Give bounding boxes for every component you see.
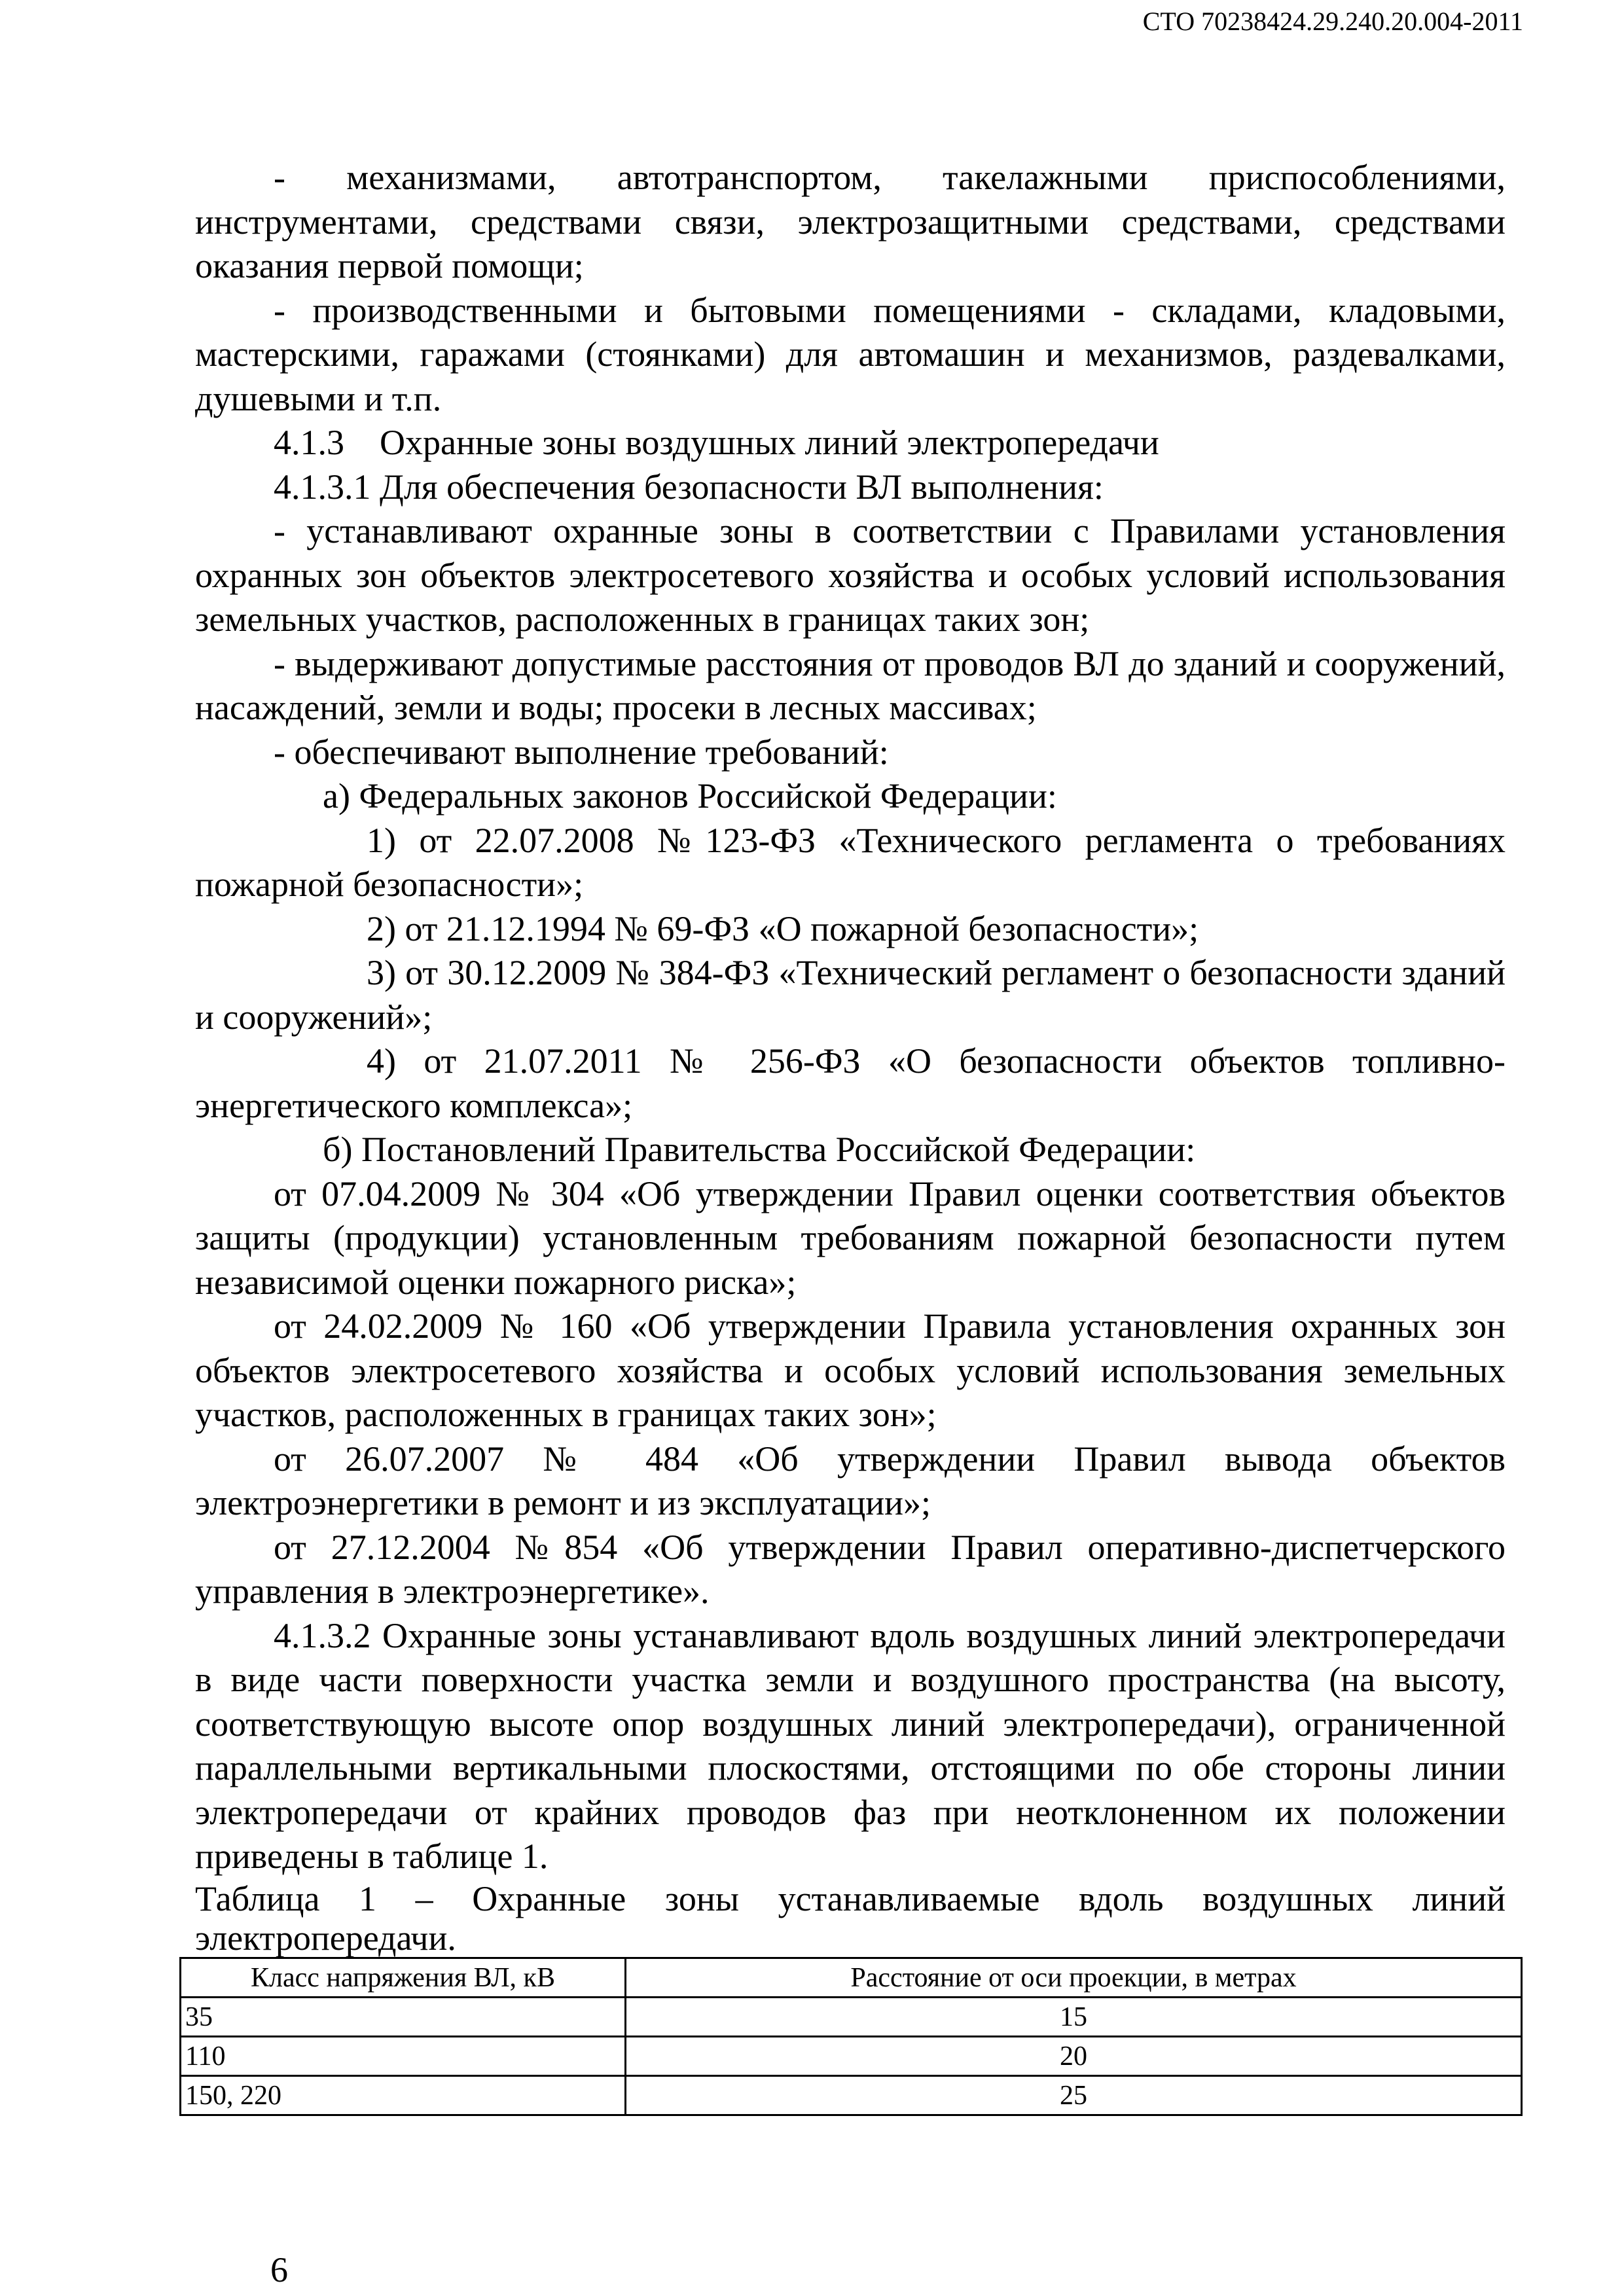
list-item-distances: - выдерживают допустимые расстояния от проводов ВЛ до зданий и сооружений, насаждений, земли и воды; просеки в лесных массивах;	[195, 643, 1506, 727]
list-item-requirements: - обеспечивают выполнение требований:	[274, 732, 889, 772]
document-body	[195, 156, 1506, 1958]
table-header-row	[181, 1958, 1522, 1998]
decree-item-484: от 26.07.2007 № 484 «Об утверждении Правил вывода объектов электроэнергетики в ремонт и из эксплуатации»;	[195, 1439, 1506, 1522]
table-row	[181, 1998, 1522, 2037]
section-heading-4-1-3: 4.1.3 Охранные зоны воздушных линий электропередачи	[274, 423, 1159, 462]
table-cell-distance: 25	[626, 2076, 1522, 2115]
clause-4-1-3-2: 4.1.3.2 Охранные зоны устанавливают вдоль воздушных линий электропередачи в виде части поверхности участка земли и воздушного пространства (на высоту, соответствующую высоте опор воздушных линий электропередачи), ограниченной параллельными вертикальными плоскостями, отстоящими по обе стороны линии электропередачи от крайних проводов фаз при неотклоненном их положении приведены в таблице 1.	[195, 1615, 1506, 1876]
table-cell-voltage: 35	[181, 1998, 626, 2037]
decree-item-854: от 27.12.2004 №854 «Об утверждении Правил оперативно-диспетчерского управления в электроэнергетике».	[195, 1527, 1506, 1611]
table-cell-voltage: 110	[181, 2037, 626, 2076]
table-caption: Таблица 1 – Охранные зоны устанавливаемые вдоль воздушных линий электропередачи.	[195, 1878, 1506, 1958]
list-item-protection-zones: - устанавливают охранные зоны в соответствии с Правилами установления охранных зон объектов электросетевого хозяйства и особых условий использования земельных участков, расположенных в границах таких зон;	[195, 511, 1506, 639]
table-row	[181, 2037, 1522, 2076]
document-code: СТО 70238424.29.240.20.004-2011	[1142, 7, 1523, 36]
table-row	[181, 2076, 1522, 2115]
protection-zones-table	[179, 1957, 1523, 2116]
law-item-4: 4) от 21.07.2011 № 256-ФЗ «О безопасности объектов топливно-энергетического комплекса»;	[195, 1041, 1506, 1125]
table-cell-distance: 20	[626, 2037, 1522, 2076]
law-item-2: 2) от 21.12.1994 № 69-ФЗ «О пожарной безопасности»;	[367, 908, 1199, 948]
table-cell-distance: 15	[626, 1998, 1522, 2037]
decree-item-304: от 07.04.2009 № 304 «Об утверждении Правил оценки соответствия объектов защиты (продукции) установленным требованиям пожарной безопасности путем независимой оценки пожарного риска»;	[195, 1174, 1506, 1302]
table-header-voltage-class: Класс напряжения ВЛ, кВ	[181, 1958, 626, 1998]
table-header-distance: Расстояние от оси проекции, в метрах	[626, 1958, 1522, 1998]
decree-item-160: от 24.02.2009 № 160 «Об утверждении Правила установления охранных зон объектов электросетевого хозяйства и особых условий использования земельных участков, расположенных в границах таких зон»;	[195, 1306, 1506, 1434]
page-number: 6	[270, 2250, 288, 2289]
list-item-mechanisms: - механизмами, автотранспортом, такелажными приспособлениями, инструментами, средствами связи, электрозащитными средствами, средствами оказания первой помощи;	[195, 158, 1506, 285]
clause-4-1-3-1: 4.1.3.1 Для обеспечения безопасности ВЛ выполнения:	[274, 467, 1104, 507]
law-item-3: 3) от 30.12.2009 № 384-ФЗ «Технический регламент о безопасности зданий и сооружений»;	[195, 953, 1506, 1037]
law-item-1: 1) от 22.07.2008 №123-ФЗ «Технического регламента о требованиях пожарной безопасности»;	[195, 820, 1506, 904]
sublist-federal-laws: а) Федеральных законов Российской Федерации:	[323, 776, 1057, 816]
table-cell-voltage: 150, 220	[181, 2076, 626, 2115]
sublist-government-decrees: б) Постановлений Правительства Российской Федерации:	[323, 1130, 1196, 1169]
list-item-premises: - производственными и бытовыми помещениями - складами, кладовыми, мастерскими, гаражами (стоянками) для автомашин и механизмов, раздевалками, душевыми и т.п.	[195, 290, 1506, 418]
